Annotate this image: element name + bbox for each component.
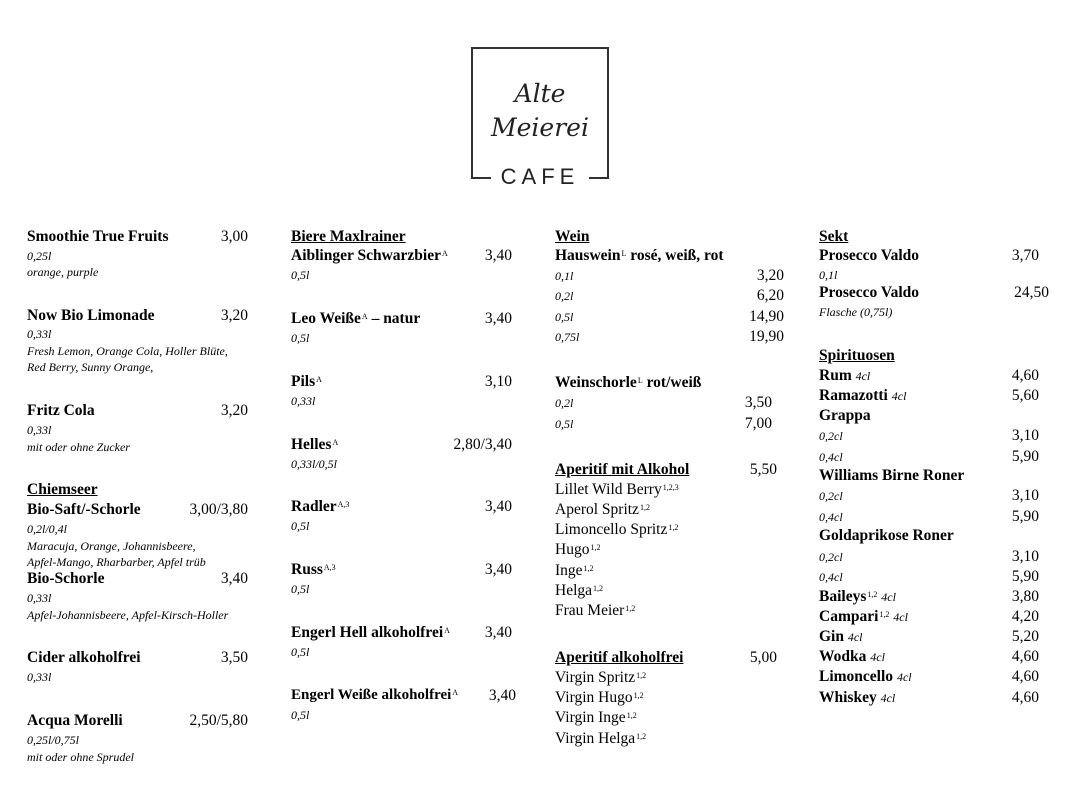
item-price: 3,80 xyxy=(1011,588,1039,605)
item-price: 3,40 xyxy=(484,310,512,327)
item-name: Prosecco Valdo xyxy=(819,247,920,264)
item-price: 3,50 xyxy=(744,394,772,411)
item-price: 3,20 xyxy=(220,402,248,419)
item-price: 19,90 xyxy=(749,328,784,345)
item-price: 3,20 xyxy=(756,267,784,284)
item-price: 4,60 xyxy=(1011,648,1039,665)
item-size: 0,2l xyxy=(555,396,574,410)
item-name: Aperol Spritz$^{1,2}$ xyxy=(555,501,650,518)
item-desc: Apfel-Johannisbeere, Apfel-Kirsch-Holler xyxy=(27,608,229,622)
item-price: 4,20 xyxy=(1011,608,1039,625)
item-name: Virgin Spritz$^{1,2}$ xyxy=(555,669,647,686)
item-desc: Apfel-Mango, Rharbarber, Apfel trüb xyxy=(27,555,206,569)
item-price: 3,00/3,80 xyxy=(189,501,248,518)
cafe-logo xyxy=(471,47,609,187)
logo-cafe: CAFE xyxy=(500,164,580,189)
item-size: 0,4cl xyxy=(819,570,843,584)
section-heading: Aperitif alkoholfrei xyxy=(555,649,684,666)
item-name: Fritz Cola xyxy=(27,402,95,419)
item-name: Russ$^{A,3}$ xyxy=(291,561,336,578)
item-name: Gin 4cl xyxy=(819,628,863,645)
item-name: Limoncello 4cl xyxy=(819,668,912,685)
section-heading: Aperitif mit Alkohol xyxy=(555,461,690,478)
item-name: Rum 4cl xyxy=(819,367,871,384)
item-desc: mit oder ohne Sprudel xyxy=(27,750,134,764)
item-price: 3,40 xyxy=(484,561,512,578)
item-price: 14,90 xyxy=(749,308,784,325)
item-price: 5,90 xyxy=(1011,568,1039,585)
section-heading: Biere Maxlrainer xyxy=(291,228,406,245)
item-price: 7,00 xyxy=(744,415,772,432)
item-name: Frau Meier$^{1,2}$ xyxy=(555,602,636,619)
item-size: 0,4cl xyxy=(819,510,843,524)
item-name: Bio-Saft/-Schorle xyxy=(27,501,141,518)
item-name: Aiblinger Schwarzbier$^A$ xyxy=(291,247,448,264)
item-price: 4,60 xyxy=(1011,689,1039,706)
logo-line-meierei: Meierei xyxy=(491,113,589,142)
item-price: 5,60 xyxy=(1011,387,1039,404)
item-price: 3,10 xyxy=(1011,487,1039,504)
item-name: Ramazotti 4cl xyxy=(819,387,907,404)
item-name: Baileys$^{1,2}$ 4cl xyxy=(819,588,896,605)
item-size: 0,33l xyxy=(27,670,52,684)
item-name: Goldaprikose Roner xyxy=(819,527,954,544)
item-size: 0,33l xyxy=(27,591,52,605)
item-size: 0,5l xyxy=(291,582,310,596)
item-size: 0,1l xyxy=(555,269,574,283)
section-heading: Wein xyxy=(555,228,590,245)
item-price: 3,40 xyxy=(484,247,512,264)
item-price: 6,20 xyxy=(756,287,784,304)
item-price: 3,40 xyxy=(484,624,512,641)
item-price: 3,10 xyxy=(484,373,512,390)
item-name: Radler$^{A,3}$ xyxy=(291,498,350,515)
section-heading: Sekt xyxy=(819,228,849,245)
item-name: Engerl Hell alkoholfrei$^A$ xyxy=(291,624,450,641)
item-size: 0,33l xyxy=(27,327,52,341)
item-price: 5,50 xyxy=(749,461,777,478)
item-price: 3,50 xyxy=(220,649,248,666)
item-name: Hauswein$^L$ rosé, weiß, rot xyxy=(555,247,724,264)
item-price: 3,40 xyxy=(484,498,512,515)
item-name: Helga$^{1,2}$ xyxy=(555,582,604,599)
item-name: Engerl Weiße alkoholfrei$^A$ xyxy=(291,687,459,703)
item-desc: Fresh Lemon, Orange Cola, Holler Blüte, xyxy=(27,344,228,358)
item-size: 0,5l xyxy=(555,417,574,431)
item-price: 3,40 xyxy=(220,570,248,587)
logo-line-alte: Alte xyxy=(514,79,566,108)
item-size: 0,5l xyxy=(291,268,310,282)
item-size: 0,5l xyxy=(291,708,310,722)
item-price: 24,50 xyxy=(1014,284,1049,301)
item-size: 0,33l xyxy=(291,394,316,408)
item-price: 3,00 xyxy=(220,228,248,245)
item-size: 0,33l/0,5l xyxy=(291,457,338,471)
item-size: Flasche (0,75l) xyxy=(819,305,893,319)
item-name: Pils$^A$ xyxy=(291,373,322,390)
item-name: Wodka 4cl xyxy=(819,648,885,665)
item-size: 0,25l xyxy=(27,249,52,263)
item-size: 0,1l xyxy=(819,268,838,282)
item-size: 0,2l/0,4l xyxy=(27,522,68,536)
item-price: 2,80/3,40 xyxy=(453,436,512,453)
item-size: 0,25l/0,75l xyxy=(27,733,80,747)
item-price: 3,40 xyxy=(488,687,516,704)
item-desc: Red Berry, Sunny Orange, xyxy=(27,360,154,374)
item-size: 0,75l xyxy=(555,330,580,344)
item-price: 4,60 xyxy=(1011,367,1039,384)
item-name: Hugo$^{1,2}$ xyxy=(555,541,601,558)
item-name: Smoothie True Fruits xyxy=(27,228,169,245)
item-size: 0,5l xyxy=(291,519,310,533)
item-name: Bio-Schorle xyxy=(27,570,105,587)
item-price: 5,90 xyxy=(1011,508,1039,525)
item-price: 2,50/5,80 xyxy=(189,712,248,729)
item-name: Williams Birne Roner xyxy=(819,467,965,484)
item-desc: mit oder ohne Zucker xyxy=(27,440,130,454)
item-price: 5,20 xyxy=(1011,628,1039,645)
item-name: Virgin Inge$^{1,2}$ xyxy=(555,709,637,726)
item-name: Virgin Helga$^{1,2}$ xyxy=(555,730,647,747)
item-desc: Maracuja, Orange, Johannisbeere, xyxy=(27,539,196,553)
item-size: 0,2l xyxy=(555,289,574,303)
item-name: Weinschorle$^L$ rot/weiß xyxy=(555,374,702,391)
item-name: Cider alkoholfrei xyxy=(27,649,141,666)
item-name: Grappa xyxy=(819,407,871,424)
item-size: 0,5l xyxy=(291,331,310,345)
item-name: Campari$^{1,2}$ 4cl xyxy=(819,608,908,625)
section-heading: Chiemseer xyxy=(27,481,98,498)
item-size: 0,33l xyxy=(27,423,52,437)
item-size: 0,5l xyxy=(555,310,574,324)
item-name: Leo Weiße$^A$ – natur xyxy=(291,310,421,327)
item-desc: orange, purple xyxy=(27,265,99,279)
item-price: 5,90 xyxy=(1011,448,1039,465)
item-price: 3,10 xyxy=(1011,548,1039,565)
item-name: Now Bio Limonade xyxy=(27,307,155,324)
item-size: 0,2cl xyxy=(819,489,843,503)
item-price: 3,70 xyxy=(1011,247,1039,264)
item-name: Helles$^A$ xyxy=(291,436,339,453)
item-price: 3,20 xyxy=(220,307,248,324)
item-size: 0,2cl xyxy=(819,429,843,443)
item-name: Lillet Wild Berry$^{1,2,3}$ xyxy=(555,481,679,498)
item-name: Acqua Morelli xyxy=(27,712,123,729)
item-size: 0,2cl xyxy=(819,550,843,564)
item-name: Virgin Hugo$^{1,2}$ xyxy=(555,689,644,706)
item-name: Limoncello Spritz$^{1,2}$ xyxy=(555,521,679,538)
item-name: Prosecco Valdo xyxy=(819,284,920,301)
item-size: 0,5l xyxy=(291,645,310,659)
item-price: 3,10 xyxy=(1011,427,1039,444)
item-name: Inge$^{1,2}$ xyxy=(555,562,594,579)
item-name: Whiskey 4cl xyxy=(819,689,896,706)
item-size: 0,4cl xyxy=(819,450,843,464)
item-price: 5,00 xyxy=(749,649,777,666)
section-heading: Spirituosen xyxy=(819,347,895,364)
item-price: 4,60 xyxy=(1011,668,1039,685)
